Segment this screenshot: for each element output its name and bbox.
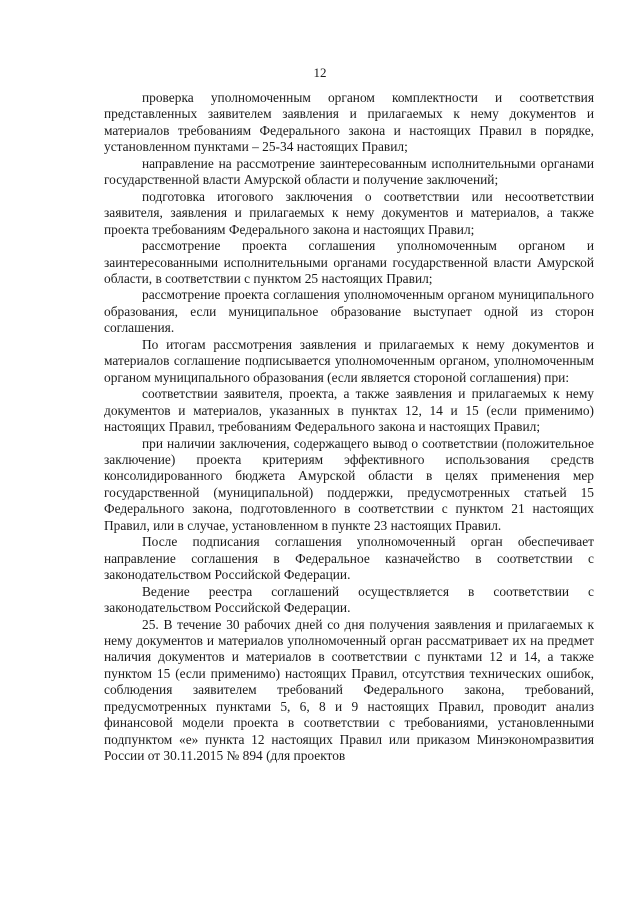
paragraph-item-25: 25. В течение 30 рабочих дней со дня получения заявления и прилагаемых к нему документов и материалов уполномоченный орган рассматривает их на предмет наличия документов и материалов в соответствии с пунктами 12 и 14, а также пунктом 15 (если применимо) настоящих Правил, отсутствия технических ошибок, соблюдения заявителем требований Федерального закона, требований, предусмотренных пунктами 5, 6, 8 и 9 настоящих Правил, проводит анализ финансовой модели проекта в соответствии с требованиями, установленными подпунктом «е» пункта 12 настоящих Правил или приказом Минэкономразвития России от 30.11.2015 № 894 (для проектов (104, 616, 594, 764)
paragraph-send-for-review: направление на рассмотрение заинтересованным исполнительными органами государственной власти Амурской области и получение заключений; (104, 155, 594, 188)
paragraph-review-by-municipality: рассмотрение проекта соглашения уполномоченным органом муниципального образования, если муниципальное образование выступает одной из сторон соглашения. (104, 287, 594, 336)
paragraph-after-signing: После подписания соглашения уполномоченный орган обеспечивает направление соглашения в Федеральное казначейство в соответствии с законодательством Российской Федерации. (104, 534, 594, 583)
document-body (104, 90, 594, 765)
page-number: 12 (313, 65, 327, 80)
paragraph-registry: Ведение реестра соглашений осуществляется в соответствии с законодательством Российской Федерации. (104, 583, 594, 616)
paragraph-check-completeness: проверка уполномоченным органом комплектности и соответствия представленных заявителем заявления и прилагаемых к нему документов и материалов требованиям Федерального закона и настоящих Правил в порядке, установленном пунктами – 25-34 настоящих Правил; (104, 90, 594, 155)
paragraph-condition-conclusion: при наличии заключения, содержащего вывод о соответствии (положительное заключение) проекта критериям эффективного использования средств консолидированного бюджета Амурской области в целях применения мер государственной (муниципальной) поддержки, предусмотренных статьей 15 Федерального закона, подготовленного в соответствии с пунктом 21 настоящих Правил, или в случае, установленном в пункте 23 настоящих Правил. (104, 435, 594, 533)
paragraph-signing-conditions: По итогам рассмотрения заявления и прилагаемых к нему документов и материалов соглашение подписывается уполномоченным органом, уполномоченным органом муниципального образования (если является стороной соглашения) при: (104, 336, 594, 385)
paragraph-review-by-authority: рассмотрение проекта соглашения уполномоченным органом и заинтересованными исполнительными органами государственной власти Амурской области, в соответствии с пунктом 25 настоящих Правил; (104, 238, 594, 286)
paragraph-final-conclusion: подготовка итогового заключения о соответствии или несоответствии заявителя, заявления и прилагаемых к нему документов и материалов, а также проекта требованиям Федерального закона и настоящих Правил; (104, 188, 594, 237)
paragraph-condition-compliance: соответствии заявителя, проекта, а также заявления и прилагаемых к нему документов и материалов, указанных в пунктах 12, 14 и 15 (если применимо) настоящих Правил, требованиям Федерального закона и настоящих Правил; (104, 386, 594, 435)
